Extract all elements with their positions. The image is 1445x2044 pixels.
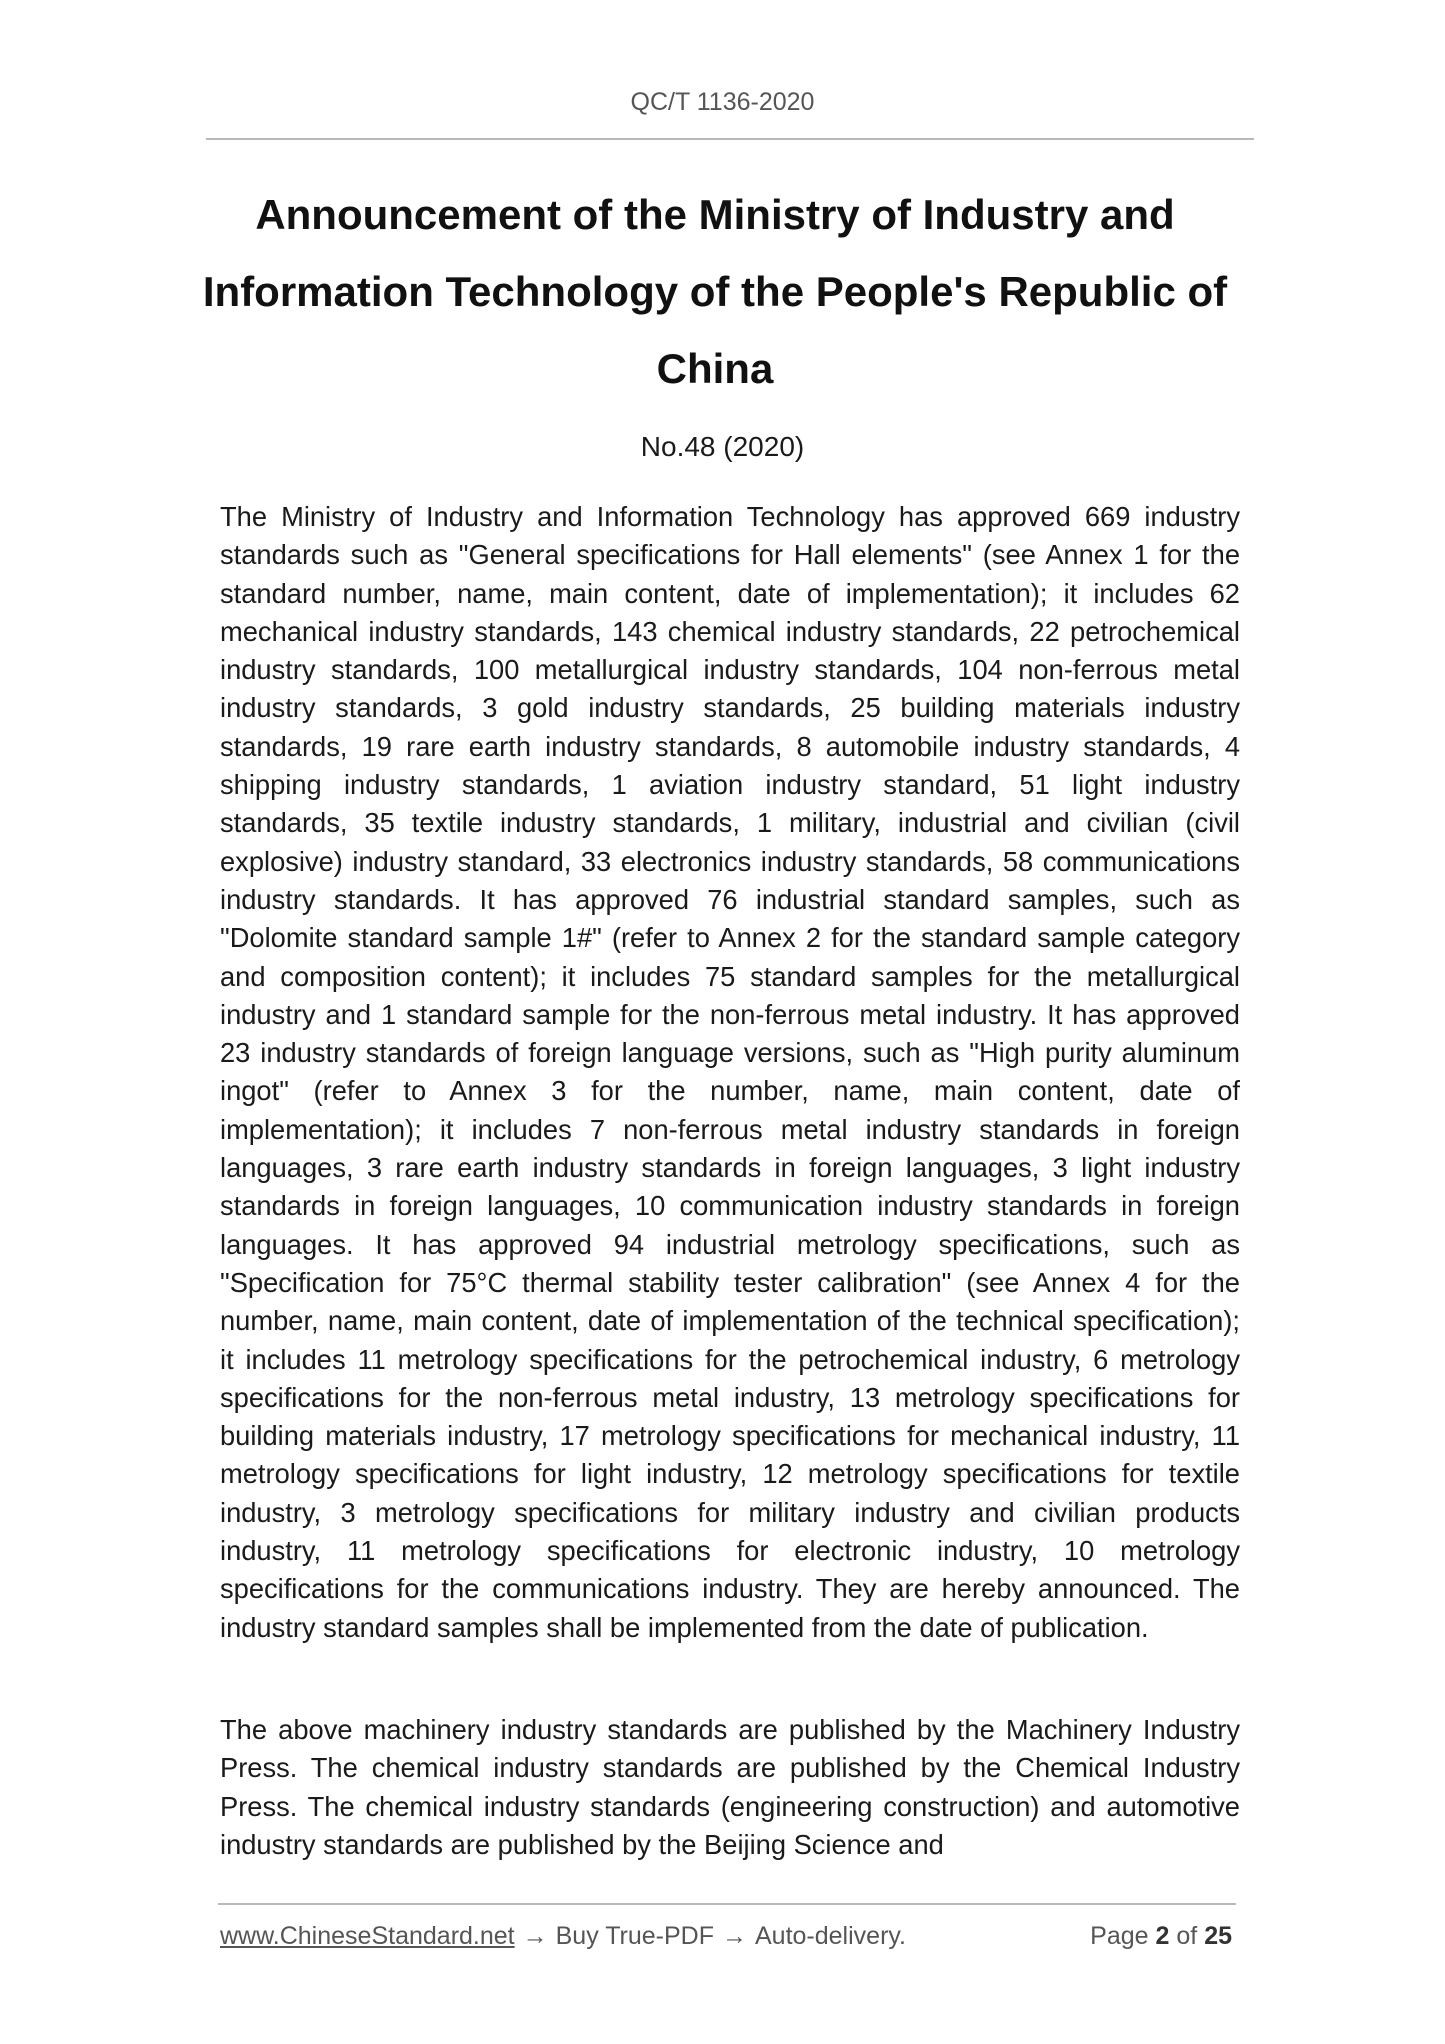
footer-promo [220,1918,906,1954]
announcement-number: No.48 (2020) [640,431,805,462]
total-page-count: 25 [1204,1922,1232,1950]
page-of-label: of [1176,1922,1198,1950]
auto-delivery-text: Auto-delivery. [755,1922,906,1950]
website-link[interactable]: www.ChineseStandard.net [220,1922,515,1950]
body-paragraph-1: The Ministry of Industry and Information Technology has approved 669 industry standards such as "General specifications for Hall elements" (see Annex 1 for the standard number, name, main content, date of implementation); it includes 62 mechanical industry standards, 143 chemical industry standards, 22 petrochemical industry standards, 100 metallurgical industry standards, 104 non-ferrous metal industry standards, 3 gold industry standards, 25 building materials industry standards, 19 rare earth industry standards, 8 automobile industry standards, 4 shipping industry standards, 1 aviation industry standard, 51 light industry standards, 35 textile industry standards, 1 military, industrial and civilian (civil explosive) industry standard, 33 electronics industry standards, 58 communications industry standards. It has approved 76 industrial standard samples, such as "Dolomite standard sample 1#" (refer to Annex 2 for the standard sample category and composition content); it includes 75 standard samples for the metallurgical industry and 1 standard sample for the non-ferrous metal industry. It has approved 23 industry standards of foreign language versions, such as "High purity aluminum ingot" (refer to Annex 3 for the number, name, main content, date of implementation); it includes 7 non-ferrous metal industry standards in foreign languages, 3 rare earth industry standards in foreign languages, 3 light industry standards in foreign languages, 10 communication industry standards in foreign languages. It has approved 94 industrial metrology specifications, such as "Specification for 75°C thermal stability tester calibration" (see Annex 4 for the number, name, main content, date of implementation of the technical specification); it includes 11 metrology specifications for the petrochemical industry, 6 metrology specifications for the non-ferrous metal industry, 13 metrology specifications for building materials industry, 17 metrology specifications for mechanical industry, 11 metrology specifications for light industry, 12 metrology specifications for textile industry, 3 metrology specifications for military industry and civilian products industry, 11 metrology specifications for electronic industry, 10 metrology specifications for the communications industry. They are hereby announced. The industry standard samples shall be implemented from the date of publication. [220,501,1240,1643]
body-paragraph-2: The above machinery industry standards are published by the Machinery Industry Press. The chemical industry standards are published by the Chemical Industry Press. The chemical industry standards (engineering construction) and automotive industry standards are published by the Beijing Science and [220,1714,1240,1860]
document-title: Announcement of the Ministry of Industry and Information Technology of the People's Republic of China [202,191,1228,392]
footer-divider [218,1903,1236,1905]
arrow-right-icon: → [722,1922,747,1950]
page-label: Page [1090,1922,1149,1950]
buy-true-pdf-text: Buy True-PDF [555,1922,714,1950]
page-header-standard-code: QC/T 1136-2020 [630,88,815,116]
header-divider [206,138,1254,140]
current-page-number: 2 [1155,1922,1170,1950]
arrow-right-icon: → [522,1922,548,1950]
page-indicator [1090,1918,1232,1954]
